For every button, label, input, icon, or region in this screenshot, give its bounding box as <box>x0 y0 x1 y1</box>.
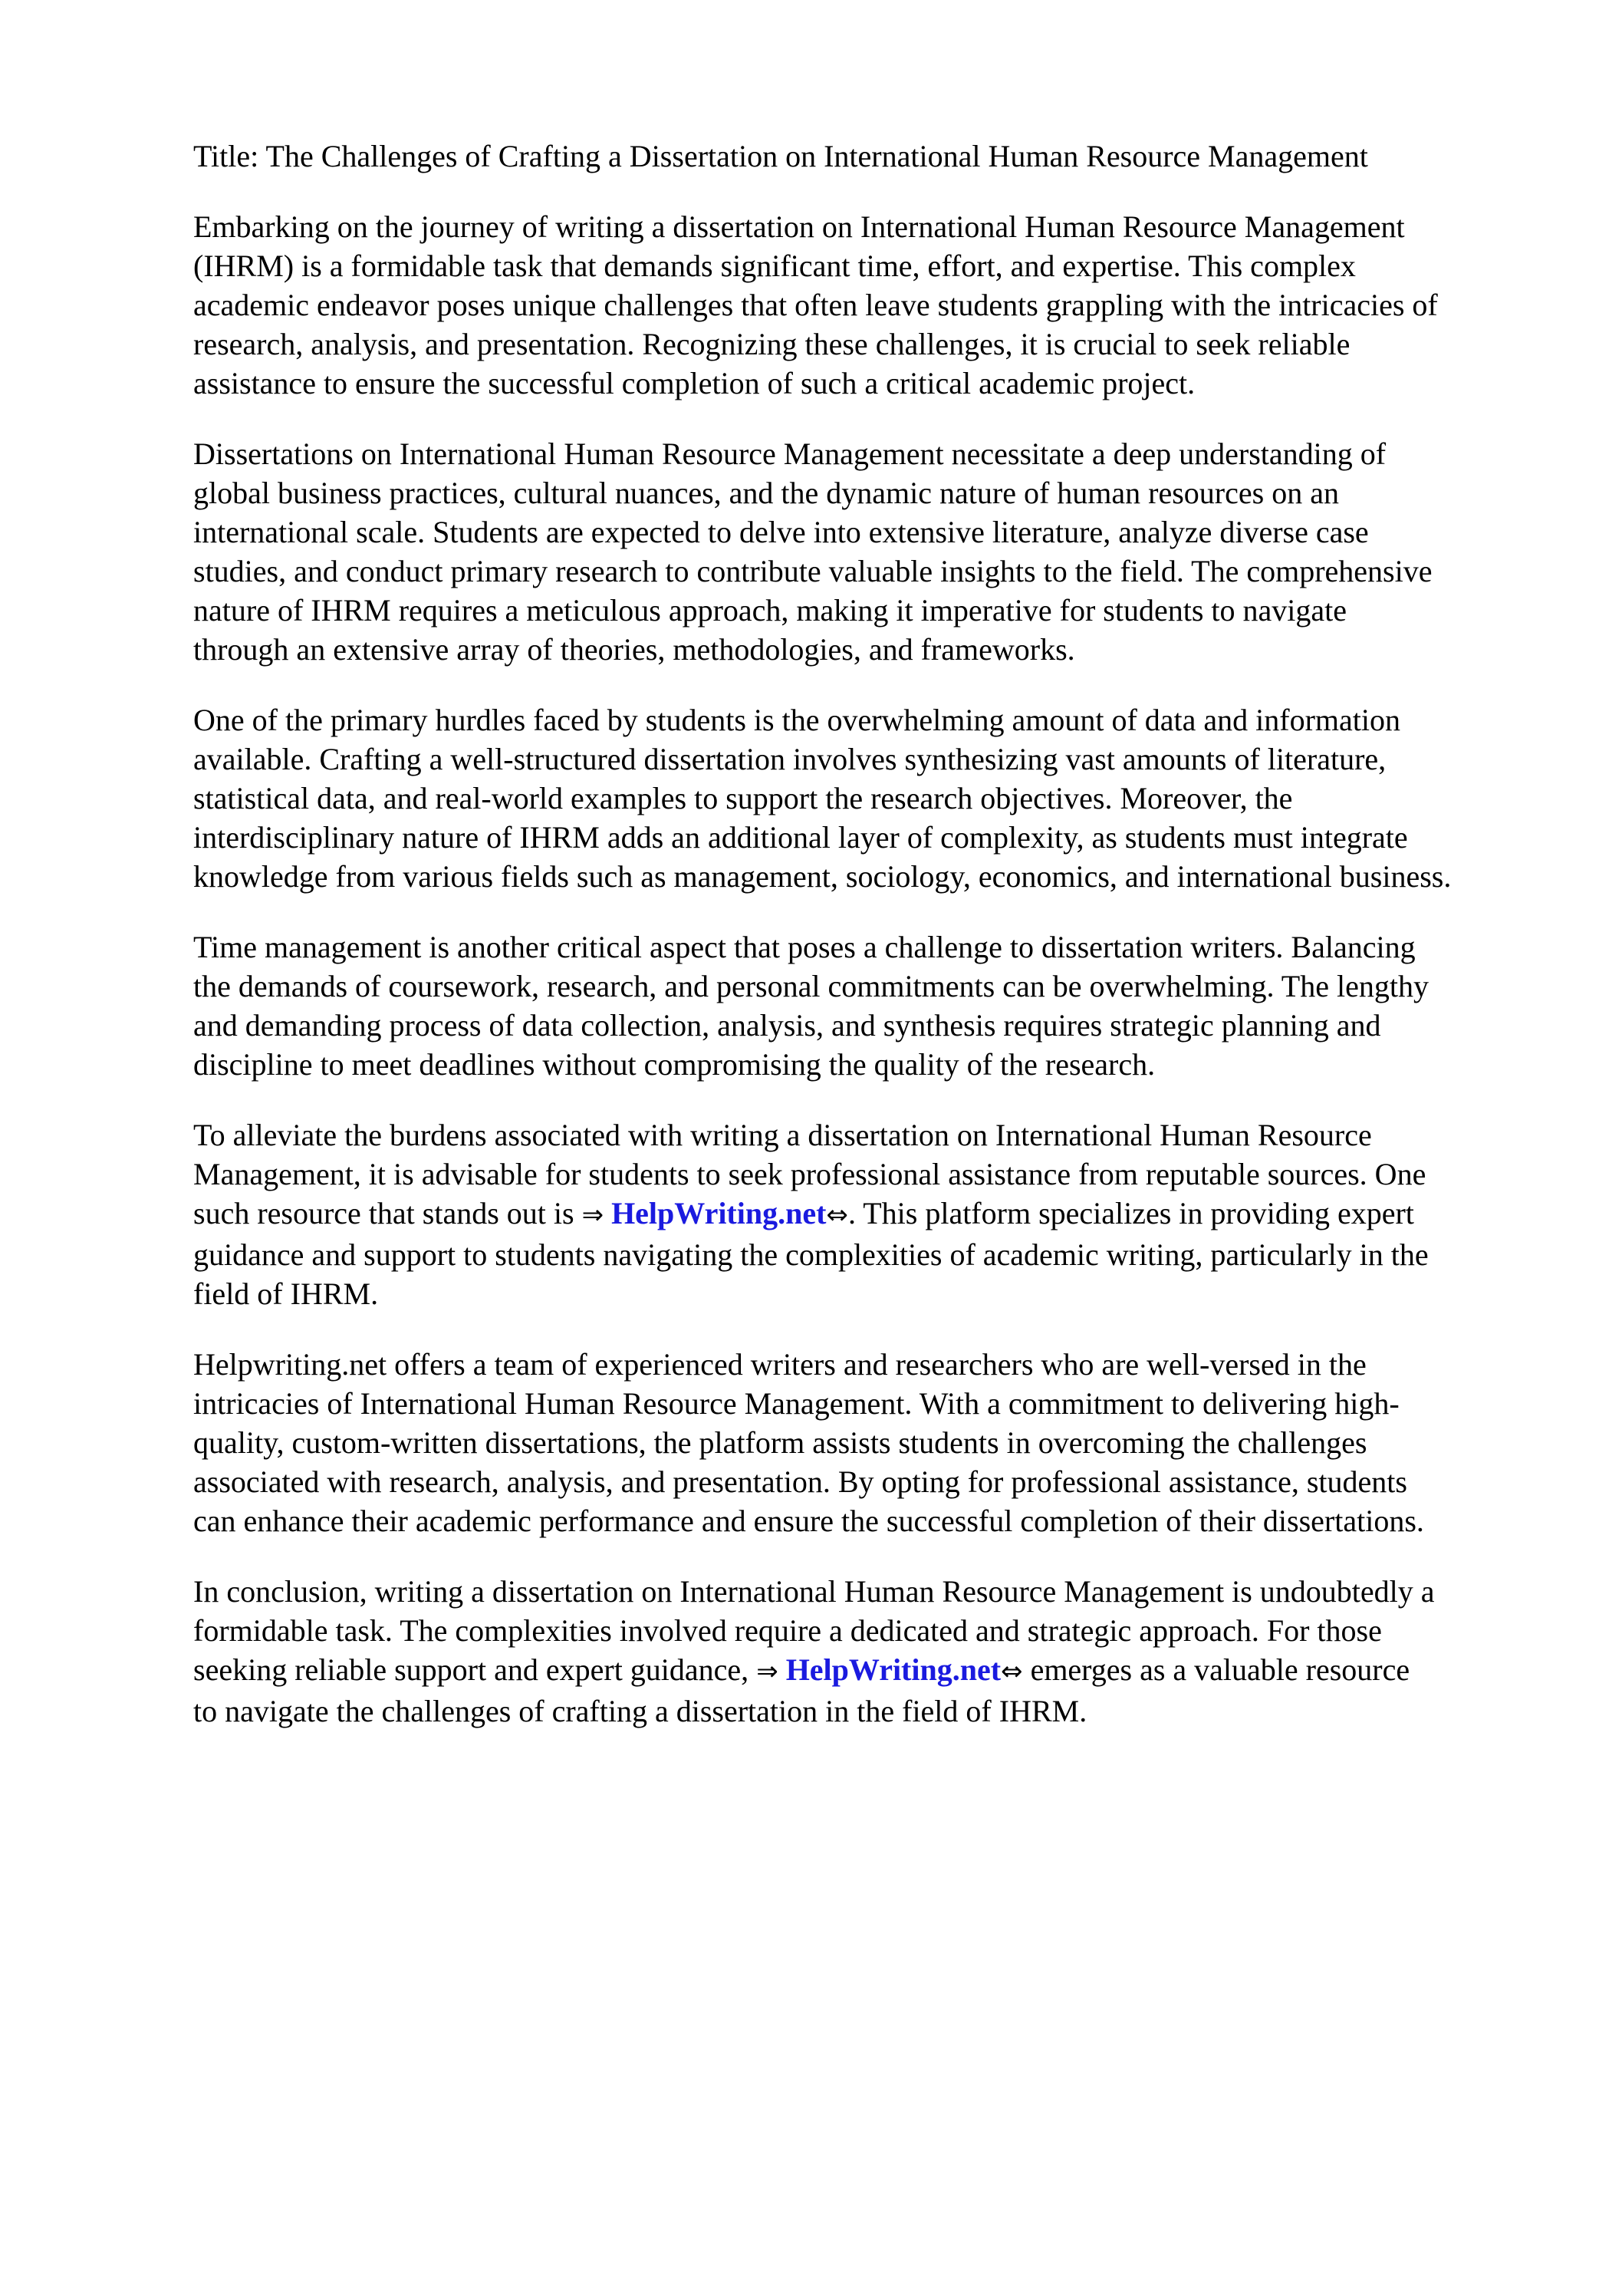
text-line: global business practices, cultural nuances, and the dynamic nature of human resources on an <box>193 476 1339 510</box>
text-line: formidable task. The complexities involved require a dedicated and strategic approach. For those <box>193 1613 1382 1648</box>
text-line: In conclusion, writing a dissertation on International Human Resource Management is undoubtedly a <box>193 1574 1435 1609</box>
text-segment: emerges as a valuable resource <box>1022 1652 1410 1687</box>
text-line: international scale. Students are expected to delve into extensive literature, analyze diverse case <box>193 515 1369 549</box>
paragraph-conclusion <box>193 1572 1574 1731</box>
text-line: available. Crafting a well-structured dissertation involves synthesizing vast amounts of literature, <box>193 742 1387 776</box>
text-line: field of IHRM. <box>193 1276 379 1311</box>
text-line: associated with research, analysis, and presentation. By opting for professional assistance, students <box>193 1464 1407 1499</box>
text-line-with-link <box>193 1194 1574 1235</box>
text-line: guidance and support to students navigating the complexities of academic writing, particularly in the <box>193 1237 1429 1272</box>
left-right-double-arrow-icon: ⇔ <box>826 1200 848 1230</box>
helpwriting-link[interactable]: HelpWriting.net <box>785 1652 1002 1687</box>
paragraph-hurdles <box>193 700 1574 896</box>
text-segment: . This platform specializes in providing expert <box>847 1196 1414 1230</box>
text-line: assistance to ensure the successful completion of such a critical academic project. <box>193 366 1196 400</box>
paragraph-intro <box>193 207 1574 403</box>
helpwriting-link[interactable]: HelpWriting.net <box>611 1196 827 1230</box>
text-line: interdisciplinary nature of IHRM adds an additional layer of complexity, as students must integrate <box>193 820 1408 855</box>
text-line: quality, custom-written dissertations, the platform assists students in overcoming the challenges <box>193 1425 1367 1460</box>
text-line: statistical data, and real-world examples to support the research objectives. Moreover, the <box>193 781 1293 815</box>
text-line: (IHRM) is a formidable task that demands significant time, effort, and expertise. This complex <box>193 249 1356 283</box>
text-line: academic endeavor poses unique challenges that often leave students grappling with the intricacies of <box>193 288 1438 322</box>
paragraph-assistance <box>193 1115 1574 1313</box>
text-line: Time management is another critical aspect that poses a challenge to dissertation writers. Balancing <box>193 930 1416 964</box>
paragraph-requirements <box>193 434 1574 669</box>
text-line: knowledge from various fields such as management, sociology, economics, and international business. <box>193 859 1452 894</box>
paragraph-helpwriting <box>193 1345 1574 1540</box>
text-line: Management, it is advisable for students to seek professional assistance from reputable sources. One <box>193 1157 1426 1191</box>
text-line: To alleviate the burdens associated with writing a dissertation on International Human Resource <box>193 1118 1372 1152</box>
document-title <box>193 137 1574 176</box>
text-line: Helpwriting.net offers a team of experienced writers and researchers who are well-versed in the <box>193 1347 1367 1382</box>
text-line: through an extensive array of theories, methodologies, and frameworks. <box>193 632 1075 667</box>
text-line: the demands of coursework, research, and personal commitments can be overwhelming. The lengthy <box>193 969 1429 1003</box>
document-page <box>193 137 1574 1762</box>
text-line: One of the primary hurdles faced by students is the overwhelming amount of data and information <box>193 703 1401 737</box>
right-double-arrow-icon: ⇒ <box>756 1656 778 1687</box>
text-segment: seeking reliable support and expert guidance, <box>193 1652 757 1687</box>
text-line: Embarking on the journey of writing a dissertation on International Human Resource Management <box>193 209 1405 244</box>
text-line: can enhance their academic performance and ensure the successful completion of their dissertations. <box>193 1504 1424 1538</box>
paragraph-time-management <box>193 927 1574 1084</box>
text-line: and demanding process of data collection, analysis, and synthesis requires strategic planning and <box>193 1008 1381 1043</box>
text-line: to navigate the challenges of crafting a dissertation in the field of IHRM. <box>193 1694 1087 1728</box>
text-line: intricacies of International Human Resource Management. With a commitment to delivering high- <box>193 1386 1400 1421</box>
text-line: research, analysis, and presentation. Recognizing these challenges, it is crucial to seek reliable <box>193 327 1351 361</box>
text-line-with-link <box>193 1650 1574 1692</box>
text-line: nature of IHRM requires a meticulous approach, making it imperative for students to navigate <box>193 593 1347 628</box>
text-line: studies, and conduct primary research to contribute valuable insights to the field. The comprehensive <box>193 554 1433 588</box>
title-text: Title: The Challenges of Crafting a Dissertation on International Human Resource Management <box>193 139 1368 173</box>
text-segment: such resource that stands out is <box>193 1196 582 1230</box>
right-double-arrow-icon: ⇒ <box>581 1200 604 1230</box>
text-line: Dissertations on International Human Resource Management necessitate a deep understanding of <box>193 436 1387 471</box>
left-right-double-arrow-icon: ⇔ <box>1001 1656 1023 1687</box>
text-line: discipline to meet deadlines without compromising the quality of the research. <box>193 1047 1156 1082</box>
